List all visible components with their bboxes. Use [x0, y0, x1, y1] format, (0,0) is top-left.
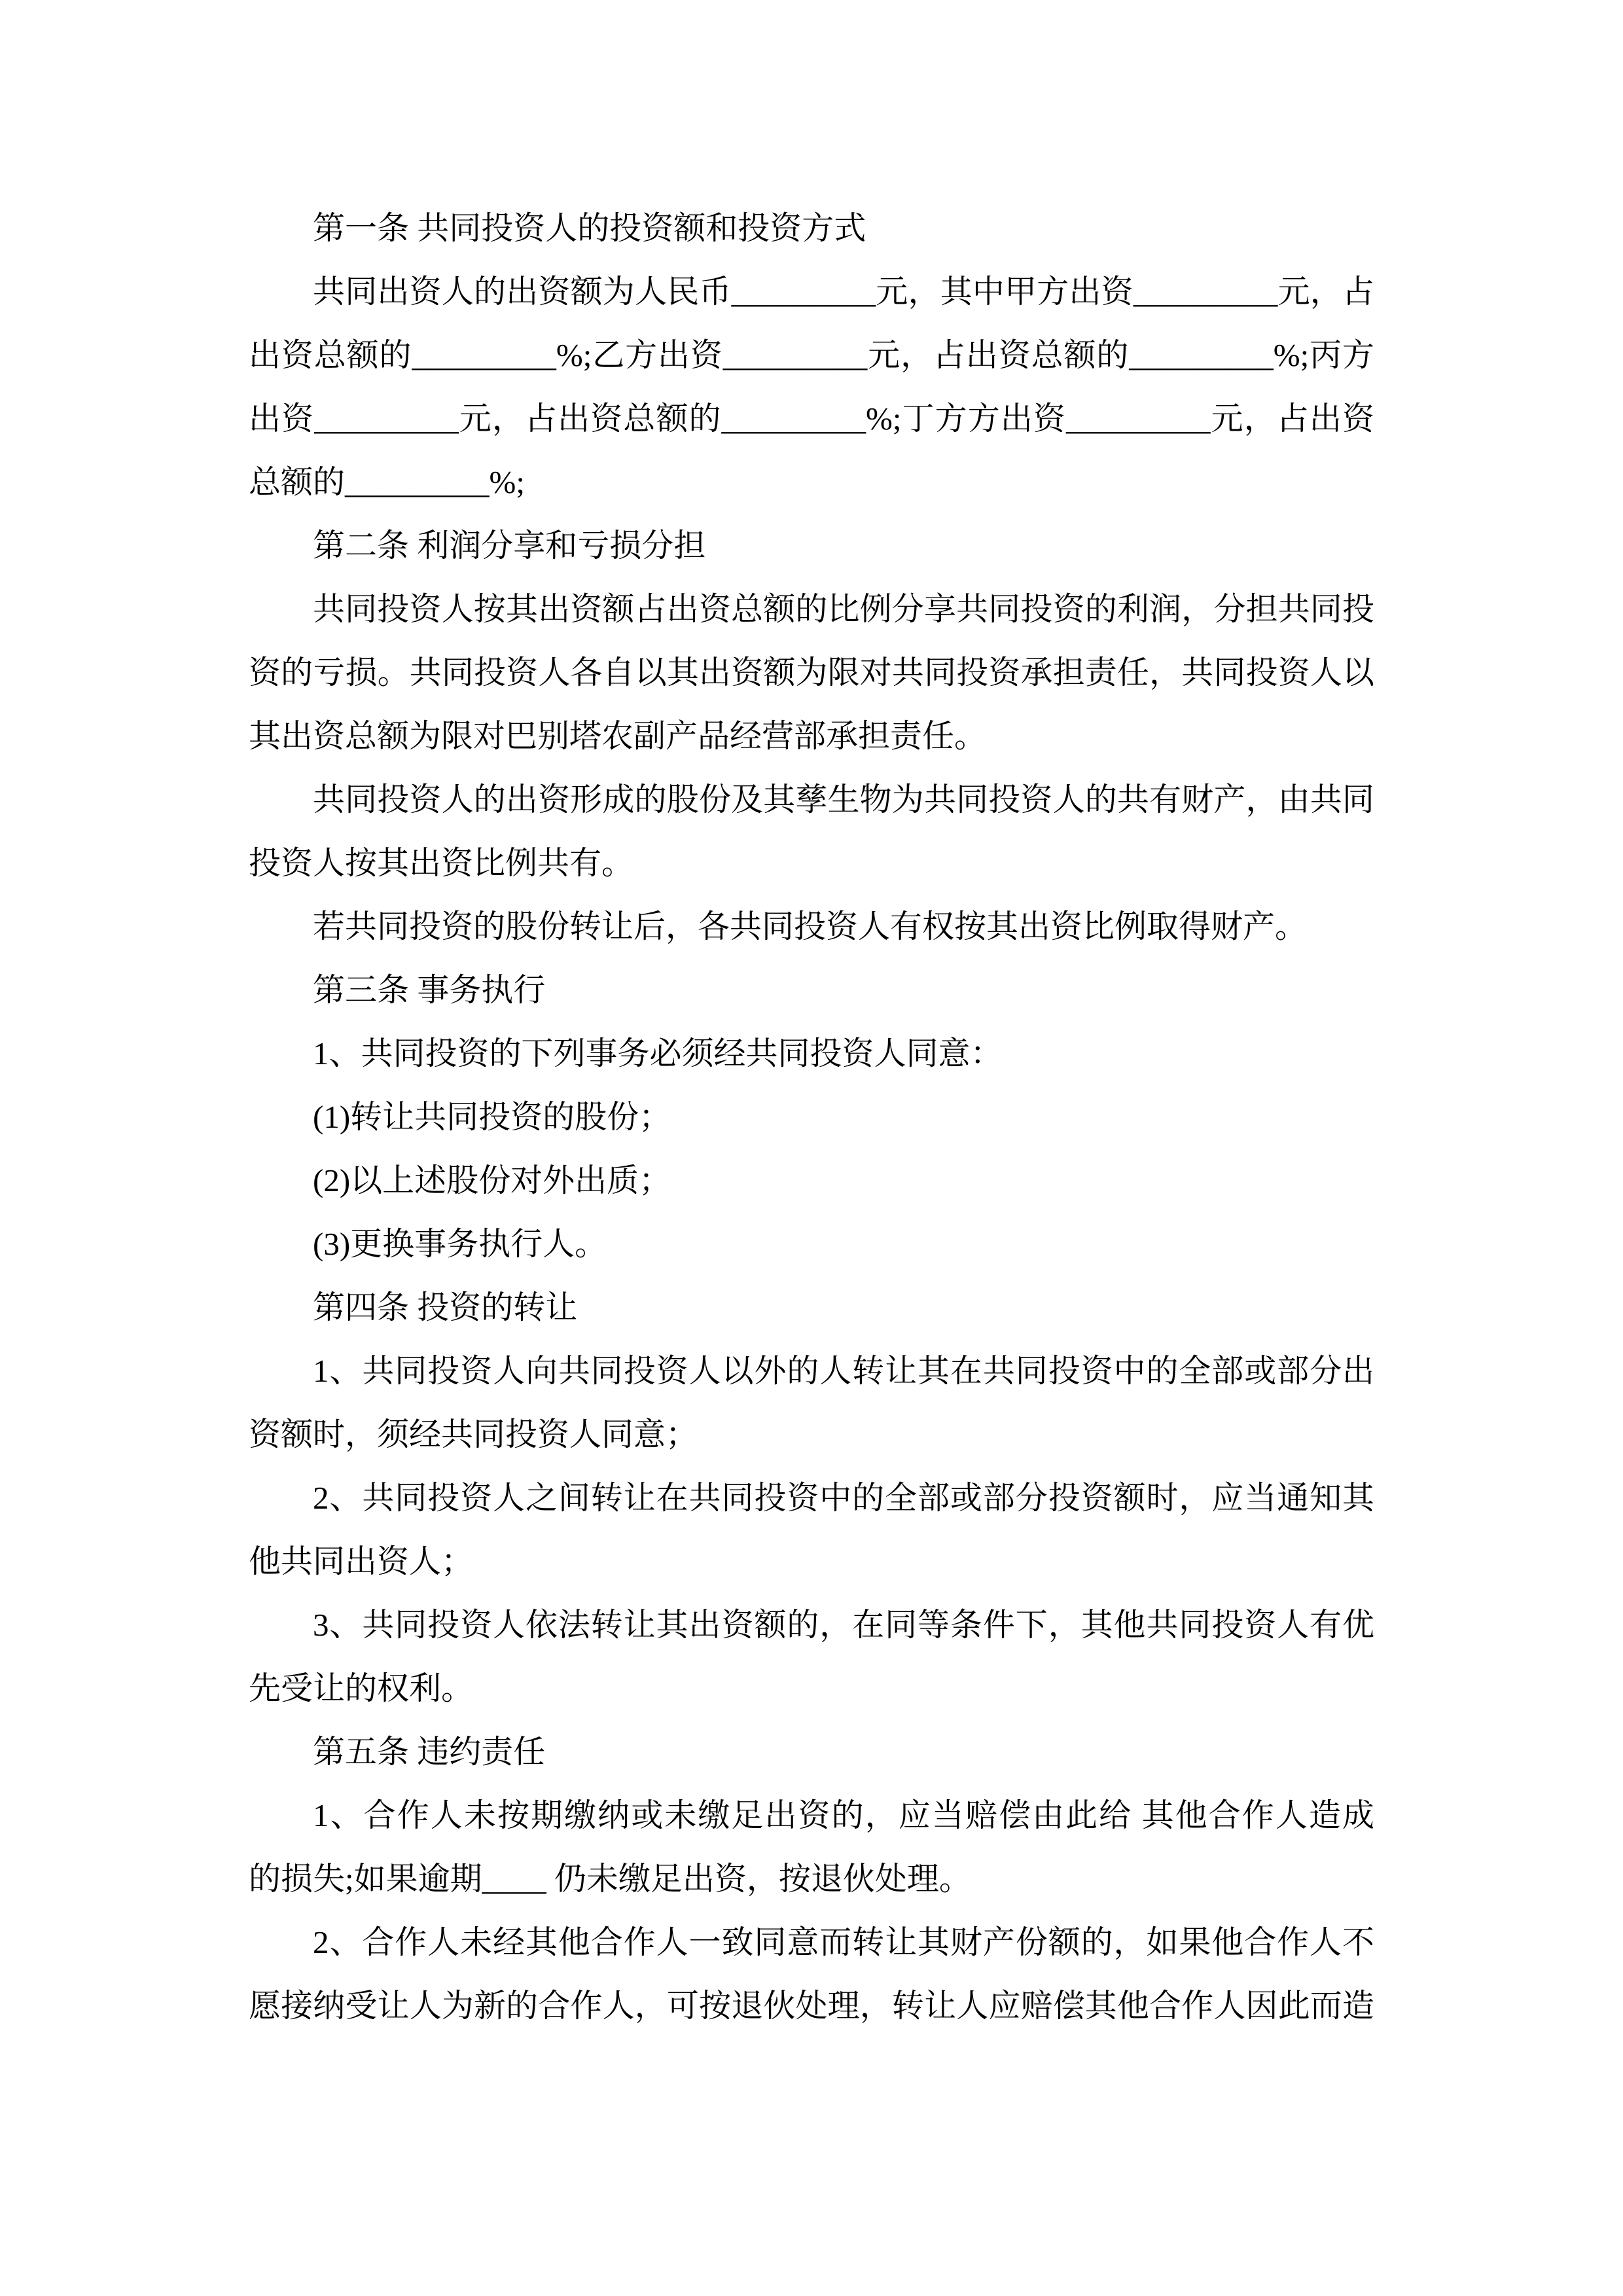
text-line: 其出资总额为限对巴别塔农副产品经营部承担责任。	[249, 718, 987, 754]
text-line: 共同投资人按其出资额占出资总额的比例分享共同投资的利润，分担共同投	[313, 591, 1374, 627]
text-line: 先受让的权利。	[249, 1670, 474, 1706]
list-item: (1)转让共同投资的股份；	[313, 1099, 671, 1135]
text-line: 愿接纳受让人为新的合作人，可按退伙处理，转让人应赔偿其他合作人因此而造	[249, 1988, 1374, 2024]
text-line: 他共同出资人；	[249, 1543, 474, 1579]
text-line: 3、共同投资人依法转让其出资额的，在同等条件下，其他共同投资人有优	[313, 1607, 1374, 1643]
text-line: 总额的_________%;	[249, 464, 525, 500]
text-line: 2、共同投资人之间转让在共同投资中的全部或部分投资额时，应当通知其	[313, 1480, 1374, 1516]
article-4-heading: 第四条 投资的转让	[313, 1289, 578, 1325]
text-line: 1、共同投资人向共同投资人以外的人转让其在共同投资中的全部或部分出	[313, 1353, 1374, 1389]
article-1-heading: 第一条 共同投资人的投资额和投资方式	[313, 210, 866, 246]
text-line: 1、共同投资的下列事务必须经共同投资人同意：	[313, 1035, 1003, 1071]
article-2-heading: 第二条 利润分享和亏损分担	[313, 528, 706, 564]
text-line: 出资总额的_________%;乙方出资_________元，占出资总额的_________%;丙方	[249, 337, 1374, 373]
text-line: 共同出资人的出资额为人民币_________元，其中甲方出资_________元，占	[313, 274, 1374, 310]
text-line: 共同投资人的出资形成的股份及其孳生物为共同投资人的共有财产，由共同	[313, 781, 1374, 817]
list-item: (2)以上述股份对外出质；	[313, 1162, 671, 1198]
text-line: 出资_________元，占出资总额的_________%;丁方方出资_________元，占出资	[249, 401, 1374, 437]
article-5-heading: 第五条 违约责任	[313, 1734, 546, 1770]
list-item: (3)更换事务执行人。	[313, 1226, 607, 1262]
text-line: 投资人按其出资比例共有。	[249, 845, 634, 881]
text-line: 1、合作人未按期缴纳或未缴足出资的，应当赔偿由此给 其他合作人造成	[313, 1797, 1374, 1833]
text-line: 的损失;如果逾期____ 仍未缴足出资，按退伙处理。	[249, 1861, 971, 1897]
text-line: 2、合作人未经其他合作人一致同意而转让其财产份额的，如果他合作人不	[313, 1924, 1374, 1960]
text-line: 若共同投资的股份转让后，各共同投资人有权按其出资比例取得财产。	[313, 908, 1308, 944]
article-3-heading: 第三条 事务执行	[313, 972, 546, 1008]
text-line: 资额时，须经共同投资人同意；	[249, 1416, 698, 1452]
document-body	[249, 196, 1374, 2037]
text-line: 资的亏损。共同投资人各自以其出资额为限对共同投资承担责任，共同投资人以	[249, 655, 1374, 691]
